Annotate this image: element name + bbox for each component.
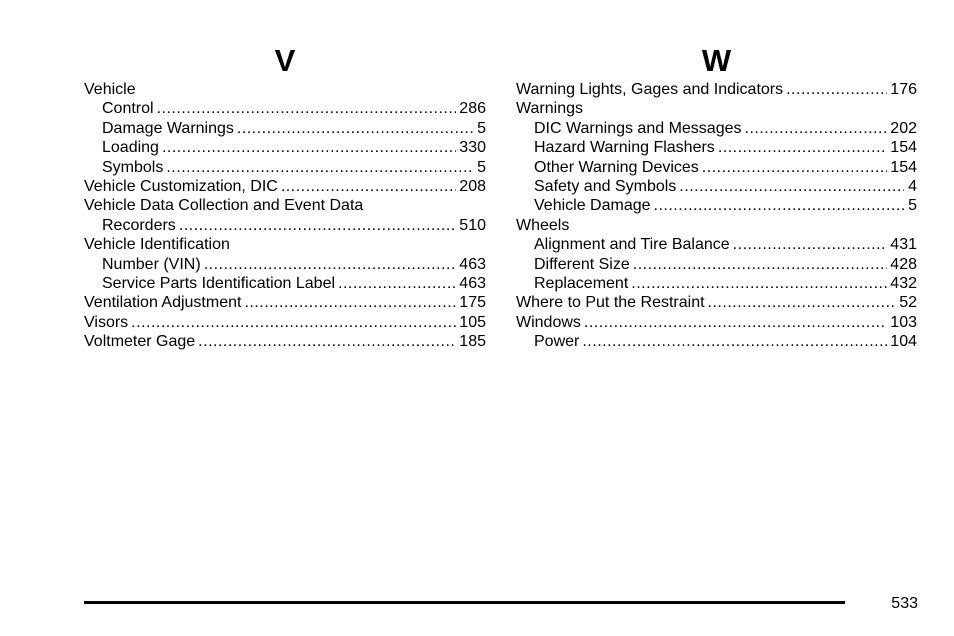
index-entry — [84, 177, 486, 196]
index-entry — [84, 332, 486, 351]
index-entry-page: 103 — [890, 313, 917, 331]
dot-leader — [733, 235, 888, 254]
index-entry — [84, 293, 486, 312]
index-entry — [84, 138, 486, 157]
index-entry — [516, 177, 917, 196]
index-entry-label: Alignment and Tire Balance — [534, 236, 730, 254]
index-entry-page: 431 — [890, 236, 917, 254]
index-entry-page: 286 — [459, 100, 486, 118]
dot-leader — [244, 293, 456, 312]
dot-leader — [654, 196, 904, 215]
index-entry-page: 432 — [890, 274, 917, 292]
dot-leader — [582, 332, 887, 351]
index-entry-page: 52 — [899, 294, 917, 312]
index-entry — [516, 99, 917, 118]
index-entry-page: 330 — [459, 139, 486, 157]
dot-leader — [708, 293, 897, 312]
index-entry-label: Recorders — [102, 216, 176, 234]
index-entry-page: 202 — [890, 119, 917, 137]
index-entry-label: Other Warning Devices — [534, 158, 699, 176]
index-entry-page: 104 — [890, 333, 917, 351]
index-entries-w — [516, 80, 917, 351]
dot-leader — [237, 119, 473, 138]
index-entry-page: 154 — [890, 139, 917, 157]
index-entry-label: Service Parts Identification Label — [102, 274, 336, 292]
index-entry-label: Voltmeter Gage — [84, 333, 196, 351]
index-entry-page: 5 — [477, 119, 486, 137]
index-entry-page: 4 — [908, 177, 917, 195]
index-entries-v — [84, 80, 486, 351]
index-entry — [84, 313, 486, 332]
index-entry-label: Safety and Symbols — [534, 177, 677, 195]
index-entry — [516, 293, 917, 312]
index-column-w — [516, 42, 917, 351]
index-entry-label: DIC Warnings and Messages — [534, 119, 742, 137]
index-entry-label: Where to Put the Restraint — [516, 294, 705, 312]
index-entry — [516, 235, 917, 254]
index-entry-page: 510 — [459, 216, 486, 234]
dot-leader — [157, 99, 457, 118]
index-entry-label: Loading — [102, 139, 159, 157]
dot-leader — [179, 216, 456, 235]
dot-leader — [633, 255, 888, 274]
index-entry — [516, 80, 917, 99]
index-entry — [84, 119, 486, 138]
index-entry-page: 428 — [890, 255, 917, 273]
index-entry-page: 5 — [477, 158, 486, 176]
index-entry — [516, 332, 917, 351]
index-entry — [84, 255, 486, 274]
index-entry — [84, 196, 486, 215]
section-letter-w: W — [701, 43, 732, 78]
section-letter-v: V — [274, 43, 296, 78]
page-number: 533 — [891, 595, 918, 612]
index-entry — [84, 99, 486, 118]
index-entry-label: Hazard Warning Flashers — [534, 139, 715, 157]
index-entry-page: 176 — [890, 81, 917, 98]
index-entry-label: Windows — [516, 313, 581, 331]
index-entry-page: 5 — [908, 197, 917, 215]
index-entry — [516, 274, 917, 293]
index-entry — [516, 196, 917, 215]
index-entry-label: Warnings — [516, 100, 583, 118]
index-entry-page: 154 — [890, 158, 917, 176]
dot-leader — [166, 158, 473, 177]
dot-leader — [584, 313, 887, 332]
index-entry-label: Ventilation Adjustment — [84, 294, 242, 312]
index-entry — [516, 119, 917, 138]
index-entry-label: Control — [102, 100, 154, 118]
index-entry — [84, 158, 486, 177]
dot-leader — [204, 255, 457, 274]
footer-rule — [84, 601, 845, 604]
index-entry-label: Power — [534, 333, 580, 351]
index-entry-page: 105 — [459, 313, 486, 331]
index-entry-label: Replacement — [534, 274, 629, 292]
dot-leader — [281, 177, 456, 196]
index-entry-page: 463 — [459, 274, 486, 292]
dot-leader — [745, 119, 888, 138]
index-entry — [84, 216, 486, 235]
index-entry-page: 175 — [459, 294, 486, 312]
index-entry — [516, 313, 917, 332]
index-entry — [516, 216, 917, 235]
index-entry-page: 185 — [459, 333, 486, 351]
index-entry-label: Vehicle Data Collection and Event Data — [84, 197, 364, 215]
index-entry-label: Vehicle Damage — [534, 197, 651, 215]
index-entry — [516, 255, 917, 274]
dot-leader — [631, 274, 887, 293]
dot-leader — [198, 332, 456, 351]
index-entry-label: Visors — [84, 313, 129, 331]
index-entry-page: 208 — [459, 177, 486, 195]
index-entry-label: Vehicle Identification — [84, 236, 230, 254]
index-entry-label: Damage Warnings — [102, 119, 234, 137]
index-entry — [84, 274, 486, 293]
index-entry — [516, 158, 917, 177]
dot-leader — [131, 313, 456, 332]
index-entry-label: Vehicle — [84, 81, 136, 98]
dot-leader — [786, 80, 887, 99]
dot-leader — [162, 138, 456, 157]
index-entry-label: Symbols — [102, 158, 164, 176]
dot-leader — [718, 138, 887, 157]
index-entry-label: Number (VIN) — [102, 255, 201, 273]
index-entry-label: Vehicle Customization, DIC — [84, 177, 278, 195]
dot-leader — [338, 274, 456, 293]
dot-leader — [679, 177, 904, 196]
index-entry — [84, 235, 486, 254]
index-entry-label: Warning Lights, Gages and Indicators — [516, 81, 784, 98]
index-entry-label: Wheels — [516, 216, 570, 234]
dot-leader — [702, 158, 888, 177]
index-entry — [84, 80, 486, 99]
index-entry-page: 463 — [459, 255, 486, 273]
index-entry-label: Different Size — [534, 255, 630, 273]
index-entry — [516, 138, 917, 157]
index-column-v — [84, 42, 486, 351]
